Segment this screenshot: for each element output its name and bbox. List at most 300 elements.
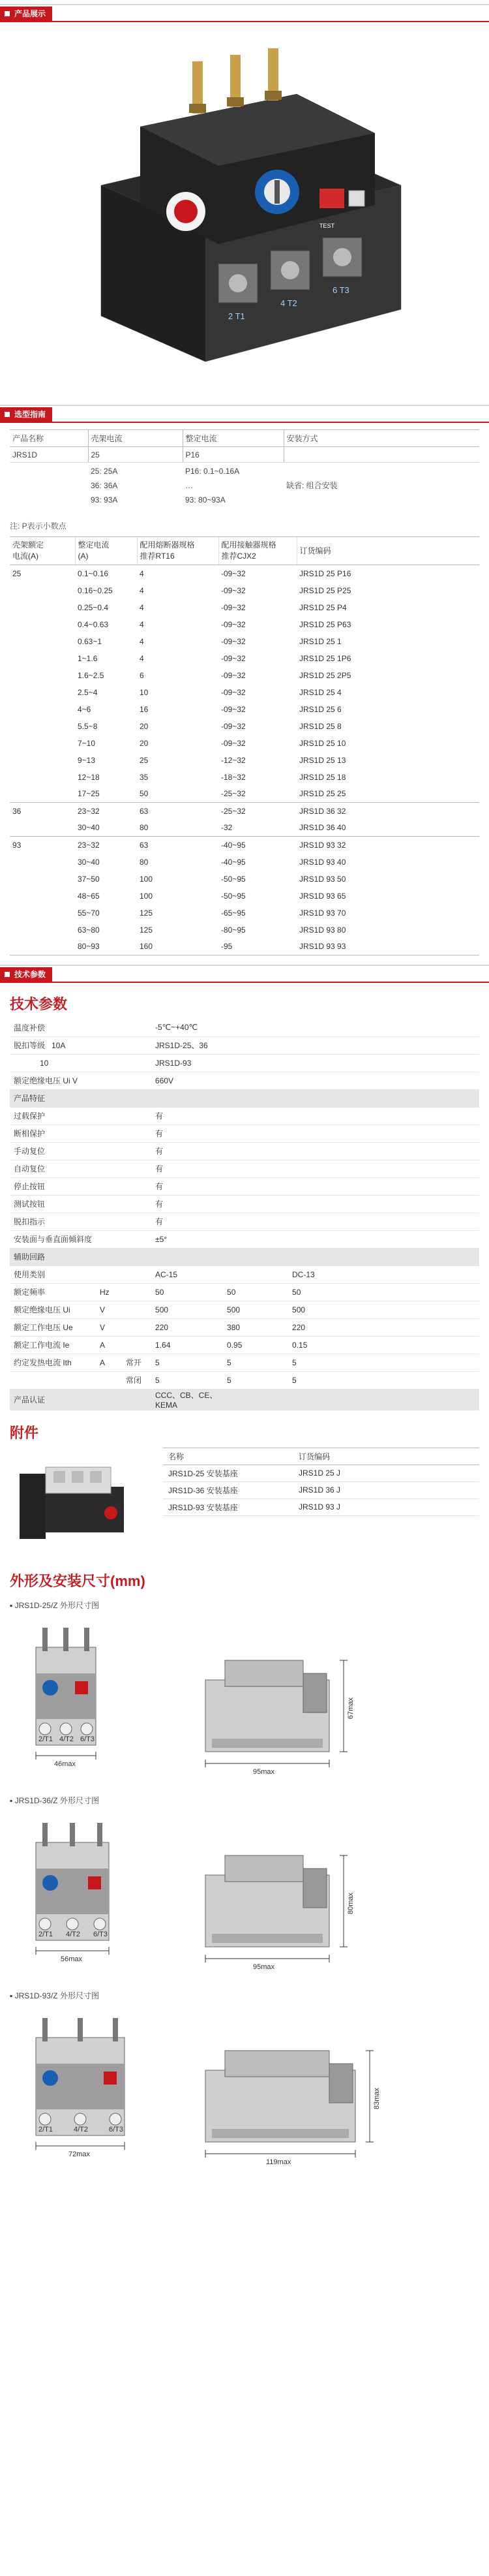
front-view-mid	[36, 1869, 109, 1914]
front-terminal-post	[97, 1823, 102, 1846]
tech-cell	[122, 1142, 151, 1160]
table-row	[10, 1054, 479, 1072]
fuse-spec: 63	[140, 840, 149, 850]
tech-cell: 温度补偿	[10, 1019, 96, 1036]
tech-cell: 220	[288, 1318, 479, 1336]
contactor-spec: -50~95	[221, 891, 246, 901]
tech-cell: 500	[288, 1301, 479, 1318]
side-view-base	[212, 1934, 323, 1943]
acc-name: JRS1D-93 安装基座	[163, 1498, 293, 1515]
tech-cell: 有	[151, 1107, 223, 1125]
fuse-spec: 80	[137, 820, 218, 837]
terminal-label: 2/T1	[38, 2125, 53, 2134]
fuse-spec: 4	[140, 653, 144, 663]
tech-band-row	[10, 1389, 479, 1410]
selection-code-table	[10, 429, 479, 508]
setting-current: 37~50	[78, 874, 100, 884]
table-row	[10, 1072, 479, 1089]
tech-cell: 产品特征	[10, 1089, 96, 1107]
sel-header-frame: 壳架电流	[88, 430, 183, 447]
dimension-drawing	[10, 1810, 479, 1987]
sel-value-name: JRS1D	[10, 447, 88, 463]
tech-cell	[223, 1125, 288, 1142]
table-row	[10, 905, 479, 922]
tech-cell: 5	[288, 1354, 479, 1371]
tech-cell: 有	[151, 1213, 223, 1230]
table-row	[10, 837, 479, 854]
table-row	[10, 1036, 479, 1054]
front-view-dial	[42, 1680, 58, 1696]
dimension-drawing	[10, 1615, 479, 1792]
sel-value-frame: 25	[88, 447, 183, 463]
contactor-spec: -40~95	[221, 857, 246, 867]
acc-name: JRS1D-25 安装基座	[163, 1465, 293, 1482]
dimensions-title: 外形及安装尺寸(mm)	[10, 1572, 145, 1589]
table-row	[10, 854, 479, 871]
width-dimension-text: 46max	[54, 1760, 76, 1768]
tech-cell	[223, 1265, 288, 1283]
frame-current: 93	[12, 840, 22, 850]
tech-cell	[288, 1072, 479, 1089]
side-view-base	[212, 2129, 349, 2138]
front-terminal-screw	[67, 1918, 78, 1930]
front-terminal-screw	[81, 1723, 93, 1735]
accessories-title: 附件	[10, 1424, 39, 1441]
tech-cell	[223, 1036, 288, 1054]
tech-cell: 5	[151, 1354, 223, 1371]
section-tag-tech: 技术参数	[0, 967, 52, 982]
tech-cell: 500	[151, 1301, 223, 1318]
dimension-svg	[10, 1810, 479, 1981]
acc-code: JRS1D 36 J	[293, 1482, 479, 1498]
tech-cell	[223, 1072, 288, 1089]
contactor-spec: -09~32	[221, 568, 246, 578]
table-row	[10, 1230, 479, 1248]
height-dimension-text: 67max	[347, 1697, 355, 1719]
tech-cell: 50	[223, 1283, 288, 1301]
test-button-label: TEST	[319, 223, 335, 229]
order-code: JRS1D 25 P63	[299, 619, 351, 629]
terminal-label: 2/T1	[38, 1735, 53, 1743]
table-row	[10, 1371, 479, 1389]
tech-cell: A	[96, 1354, 122, 1371]
tech-cell	[122, 1160, 151, 1177]
order-code: JRS1D 93 93	[297, 939, 479, 955]
tech-cell	[96, 1195, 122, 1213]
frame-option: 93: 93A	[91, 495, 118, 504]
table-row	[163, 1465, 479, 1482]
tech-cell: 额定频率	[10, 1283, 96, 1301]
setting-current: 0.25~0.4	[78, 602, 109, 612]
tech-cell	[288, 1089, 479, 1107]
table-row	[10, 1019, 479, 1036]
contactor-spec: -09~32	[221, 602, 246, 612]
tech-cell: V	[96, 1301, 122, 1318]
contactor-spec: -32	[218, 820, 297, 837]
tech-cell	[223, 1389, 288, 1410]
table-row	[10, 752, 479, 769]
acc-code: JRS1D 93 J	[293, 1498, 479, 1515]
tech-cell	[122, 1213, 151, 1230]
setting-current: 63~80	[78, 925, 100, 935]
section-header-product	[0, 4, 489, 22]
tech-cell	[223, 1107, 288, 1125]
tech-cell: 380	[223, 1318, 288, 1336]
fuse-spec: 4	[140, 568, 144, 578]
sel-header-setting: 整定电流	[183, 430, 284, 447]
frame-current	[10, 786, 75, 803]
table-row	[10, 582, 479, 599]
order-code: JRS1D 25 25	[297, 786, 479, 803]
contactor-spec: -09~32	[221, 704, 246, 714]
table-row	[10, 1301, 479, 1318]
side-width-dimension-text: 95max	[253, 1767, 275, 1776]
front-view-dial	[42, 2070, 58, 2086]
tech-cell	[288, 1019, 479, 1036]
front-terminal-screw	[110, 2113, 121, 2125]
tech-cell: V	[96, 1318, 122, 1336]
side-width-dimension-text: 95max	[253, 1963, 275, 1971]
side-view-top	[225, 2051, 329, 2077]
tech-cell: 有	[151, 1142, 223, 1160]
tech-cell	[223, 1142, 288, 1160]
dimension-label: ▪ JRS1D-25/Z 外形尺寸图	[10, 1600, 479, 1611]
front-terminal-post	[42, 1823, 48, 1846]
contactor-spec: -95	[218, 939, 297, 955]
table-row	[10, 616, 479, 633]
frame-current	[10, 888, 75, 905]
tech-cell	[122, 1318, 151, 1336]
front-terminal-screw	[60, 1723, 72, 1735]
order-code: JRS1D 93 65	[299, 891, 346, 901]
height-dimension-text: 80max	[347, 1892, 355, 1914]
tech-band-row	[10, 1248, 479, 1265]
contactor-spec: -09~32	[221, 721, 246, 731]
order-code: JRS1D 25 18	[299, 772, 346, 782]
table-row	[10, 599, 479, 616]
tech-band-row	[10, 1089, 479, 1107]
order-code: JRS1D 25 P16	[299, 568, 351, 578]
tech-cell	[223, 1089, 288, 1107]
fuse-spec: 50	[137, 786, 218, 803]
table-row	[10, 701, 479, 718]
tech-cell	[288, 1213, 479, 1230]
tech-cell: 辅助回路	[10, 1248, 96, 1265]
frame-current	[10, 701, 75, 718]
tech-cell: 额定绝缘电压 Ui	[10, 1301, 96, 1318]
tech-cell	[288, 1054, 479, 1072]
tech-cell	[96, 1107, 122, 1125]
tech-cell: AC-15	[151, 1265, 223, 1283]
fuse-spec: 16	[140, 704, 149, 714]
order-header-code: 订货编码	[297, 537, 479, 565]
table-row	[10, 718, 479, 735]
tech-cell: 有	[151, 1177, 223, 1195]
frame-option: 36: 36A	[91, 481, 118, 490]
product-image	[0, 22, 489, 401]
tech-cell	[96, 1265, 122, 1283]
contactor-spec: -09~32	[221, 670, 246, 680]
contactor-spec: -50~95	[221, 874, 246, 884]
tech-cell	[151, 1248, 223, 1265]
front-terminal-post	[70, 1823, 75, 1846]
table-row	[10, 820, 479, 837]
contactor-spec: -40~95	[221, 840, 246, 850]
front-terminal-screw	[39, 1918, 51, 1930]
fuse-spec: 160	[137, 939, 218, 955]
sel-value-install	[284, 447, 479, 463]
fuse-spec: 63	[140, 806, 149, 816]
section-tag-product: 产品展示	[0, 7, 52, 21]
tech-cell	[223, 1248, 288, 1265]
side-view-front	[303, 1869, 327, 1908]
order-code: JRS1D 25 P4	[299, 602, 347, 612]
order-code: JRS1D 25 1P6	[299, 653, 351, 663]
table-row	[10, 1142, 479, 1160]
tech-cell	[96, 1213, 122, 1230]
tech-cell: 测试按钮	[10, 1195, 96, 1213]
dimension-label: ▪ JRS1D-93/Z 外形尺寸图	[10, 1990, 479, 2001]
tech-cell: 1.64	[151, 1336, 223, 1354]
tech-cell	[96, 1248, 122, 1265]
contactor-spec: -25~32	[218, 786, 297, 803]
tech-cell: 50	[288, 1283, 479, 1301]
tech-cell	[96, 1054, 122, 1072]
tech-cell	[288, 1389, 479, 1410]
fuse-spec: 100	[140, 891, 153, 901]
contactor-spec: -09~32	[221, 738, 246, 748]
contactor-spec: -12~32	[221, 755, 246, 765]
table-row	[163, 1498, 479, 1515]
tech-cell: 产品认证	[10, 1389, 96, 1410]
order-header-frame: 壳架额定 电流(A)	[10, 537, 75, 565]
setting-current: 12~18	[78, 772, 100, 782]
table-row	[10, 888, 479, 905]
tech-cell: 500	[223, 1301, 288, 1318]
front-view-mid	[36, 1673, 96, 1719]
tech-cell: 常开	[122, 1354, 151, 1371]
tech-cell	[96, 1142, 122, 1160]
fuse-spec: 20	[140, 738, 149, 748]
tech-cell: 停止按钮	[10, 1177, 96, 1195]
table-row	[10, 871, 479, 888]
tech-params-body	[10, 1019, 479, 1410]
frame-current: 36	[12, 806, 22, 816]
tech-cell: 额定绝缘电压 Ui V	[10, 1072, 96, 1089]
tech-cell	[122, 1301, 151, 1318]
tech-cell: DC-13	[288, 1265, 479, 1283]
tech-cell: 过载保护	[10, 1107, 96, 1125]
terminal-label-3: 6 T3	[333, 285, 349, 295]
order-code: JRS1D 25 2P5	[299, 670, 351, 680]
frame-current: 25	[12, 568, 22, 578]
tech-cell	[151, 1089, 223, 1107]
tech-cell	[96, 1036, 122, 1054]
terminal-label: 6/T3	[80, 1735, 95, 1743]
tech-cell	[223, 1177, 288, 1195]
tech-cell	[122, 1389, 151, 1410]
tech-cell	[96, 1230, 122, 1248]
tech-cell: 约定发热电流 Ith	[10, 1354, 96, 1371]
tech-cell	[223, 1230, 288, 1248]
table-row	[10, 1195, 479, 1213]
order-code: JRS1D 36 32	[299, 806, 346, 816]
front-terminal-screw	[39, 1723, 51, 1735]
fuse-spec: 10	[140, 687, 149, 697]
tech-cell	[122, 1125, 151, 1142]
contactor-spec: -65~95	[221, 908, 246, 918]
setting-current: 5.5~8	[78, 721, 98, 731]
fuse-spec: 125	[140, 925, 153, 935]
tech-cell: 手动复位	[10, 1142, 96, 1160]
thermal-relay-illustration	[62, 42, 427, 381]
frame-current	[10, 820, 75, 837]
tech-cell: 额定工作电流 Ie	[10, 1336, 96, 1354]
front-terminal-post	[63, 1628, 68, 1651]
tech-cell: 常闭	[122, 1371, 151, 1389]
tech-cell: 自动复位	[10, 1160, 96, 1177]
tech-cell	[122, 1107, 151, 1125]
tech-cell: 有	[151, 1125, 223, 1142]
width-dimension-text: 56max	[61, 1955, 83, 1963]
install-option: 缺省: 组合安装	[286, 481, 338, 490]
tech-cell	[288, 1107, 479, 1125]
frame-option: 25: 25A	[91, 467, 118, 476]
width-dimension-text: 72max	[68, 2150, 91, 2158]
tech-cell	[122, 1336, 151, 1354]
front-view-button	[75, 1681, 88, 1694]
tech-cell	[122, 1230, 151, 1248]
tech-cell	[122, 1248, 151, 1265]
page	[0, 4, 489, 2182]
tech-cell: 断相保护	[10, 1125, 96, 1142]
table-row	[10, 735, 479, 752]
table-row	[10, 1160, 479, 1177]
table-row	[10, 1107, 479, 1125]
side-view-top	[225, 1660, 303, 1686]
order-header-setting: 整定电流 (A)	[75, 537, 137, 565]
tech-cell: 5	[151, 1371, 223, 1389]
front-view-dial	[42, 1875, 58, 1891]
setting-current: 55~70	[78, 908, 100, 918]
tech-cell	[288, 1160, 479, 1177]
setting-current: 80~93	[75, 939, 137, 955]
tech-cell: 安装面与垂直面倾斜度	[10, 1230, 96, 1248]
setting-current: 7~10	[78, 738, 96, 748]
side-view-front	[303, 1673, 327, 1713]
fuse-spec: 4	[140, 602, 144, 612]
height-dimension-text: 83max	[373, 2087, 381, 2109]
tech-cell: 脱扣指示	[10, 1213, 96, 1230]
tech-cell: A	[96, 1336, 122, 1354]
tech-cell: Hz	[96, 1283, 122, 1301]
tech-cell	[223, 1213, 288, 1230]
tech-cell	[96, 1089, 122, 1107]
terminal-label-1: 2 T1	[228, 311, 245, 321]
section-header-selection	[0, 405, 489, 423]
tech-cell: 使用类别	[10, 1265, 96, 1283]
tech-cell: CCC、CB、CE、KEMA	[151, 1389, 223, 1410]
tech-cell: JRS1D-25、36	[151, 1036, 223, 1054]
dimension-svg	[10, 2005, 479, 2176]
tech-cell: 脱扣等级 10A	[10, 1036, 96, 1054]
tech-cell	[122, 1054, 151, 1072]
acc-code: JRS1D 25 J	[293, 1465, 479, 1482]
front-terminal-post	[42, 1628, 48, 1651]
tech-cell: 50	[151, 1283, 223, 1301]
order-code: JRS1D 25 1	[299, 636, 342, 646]
order-code: JRS1D 25 6	[299, 704, 342, 714]
setting-current: 30~40	[78, 857, 100, 867]
sel-setting-options	[183, 463, 284, 509]
frame-current	[10, 752, 75, 769]
setting-current: 0.1~0.16	[78, 568, 109, 578]
tech-cell	[10, 1371, 96, 1389]
tech-cell: 0.15	[288, 1336, 479, 1354]
side-view-front	[329, 2064, 353, 2103]
acc-name: JRS1D-36 安装基座	[163, 1482, 293, 1498]
table-row	[10, 922, 479, 939]
tech-cell	[122, 1195, 151, 1213]
table-row	[10, 667, 479, 684]
side-width-dimension-text: 119max	[266, 2158, 291, 2166]
tech-cell	[122, 1019, 151, 1036]
dimension-svg	[10, 1615, 479, 1786]
table-row	[10, 650, 479, 667]
frame-current	[10, 616, 75, 633]
acc-header-code: 订货编码	[293, 1448, 479, 1465]
tech-cell	[122, 1089, 151, 1107]
frame-current	[10, 718, 75, 735]
tech-cell	[96, 1019, 122, 1036]
tech-cell	[223, 1195, 288, 1213]
order-code: JRS1D 36 40	[297, 820, 479, 837]
fuse-spec: 4	[140, 636, 144, 646]
tech-cell	[288, 1142, 479, 1160]
fuse-spec: 80	[140, 857, 149, 867]
tech-cell	[288, 1177, 479, 1195]
contactor-spec: -09~32	[221, 585, 246, 595]
setting-option: …	[185, 481, 193, 490]
tech-cell	[96, 1160, 122, 1177]
dimension-label: ▪ JRS1D-36/Z 外形尺寸图	[10, 1795, 479, 1806]
table-row	[10, 1283, 479, 1301]
fuse-spec: 100	[140, 874, 153, 884]
side-view-base	[212, 1739, 323, 1748]
sel-frame-options	[88, 463, 183, 509]
dial-unit-label: A	[368, 212, 374, 220]
tech-cell	[122, 1072, 151, 1089]
table-row	[10, 786, 479, 803]
section-tag-selection: 选型指南	[0, 407, 52, 422]
order-header-contactor: 配用接触器规格 推荐CJX2	[218, 537, 297, 565]
fuse-spec: 4	[140, 585, 144, 595]
table-row	[10, 684, 479, 701]
mounting-base-illustration	[13, 1448, 137, 1545]
front-terminal-screw	[39, 2113, 51, 2125]
table-row	[163, 1482, 479, 1498]
frame-current	[10, 854, 75, 871]
tech-cell	[96, 1125, 122, 1142]
setting-option: P16: 0.1~0.16A	[185, 467, 240, 476]
fuse-spec: 35	[140, 772, 149, 782]
setting-option: 93: 80~93A	[185, 495, 226, 504]
table-row	[10, 565, 479, 582]
setting-current: 30~40	[75, 820, 137, 837]
order-code: JRS1D 25 13	[299, 755, 346, 765]
tech-cell: JRS1D-93	[151, 1054, 223, 1072]
setting-current: 23~32	[78, 806, 100, 816]
